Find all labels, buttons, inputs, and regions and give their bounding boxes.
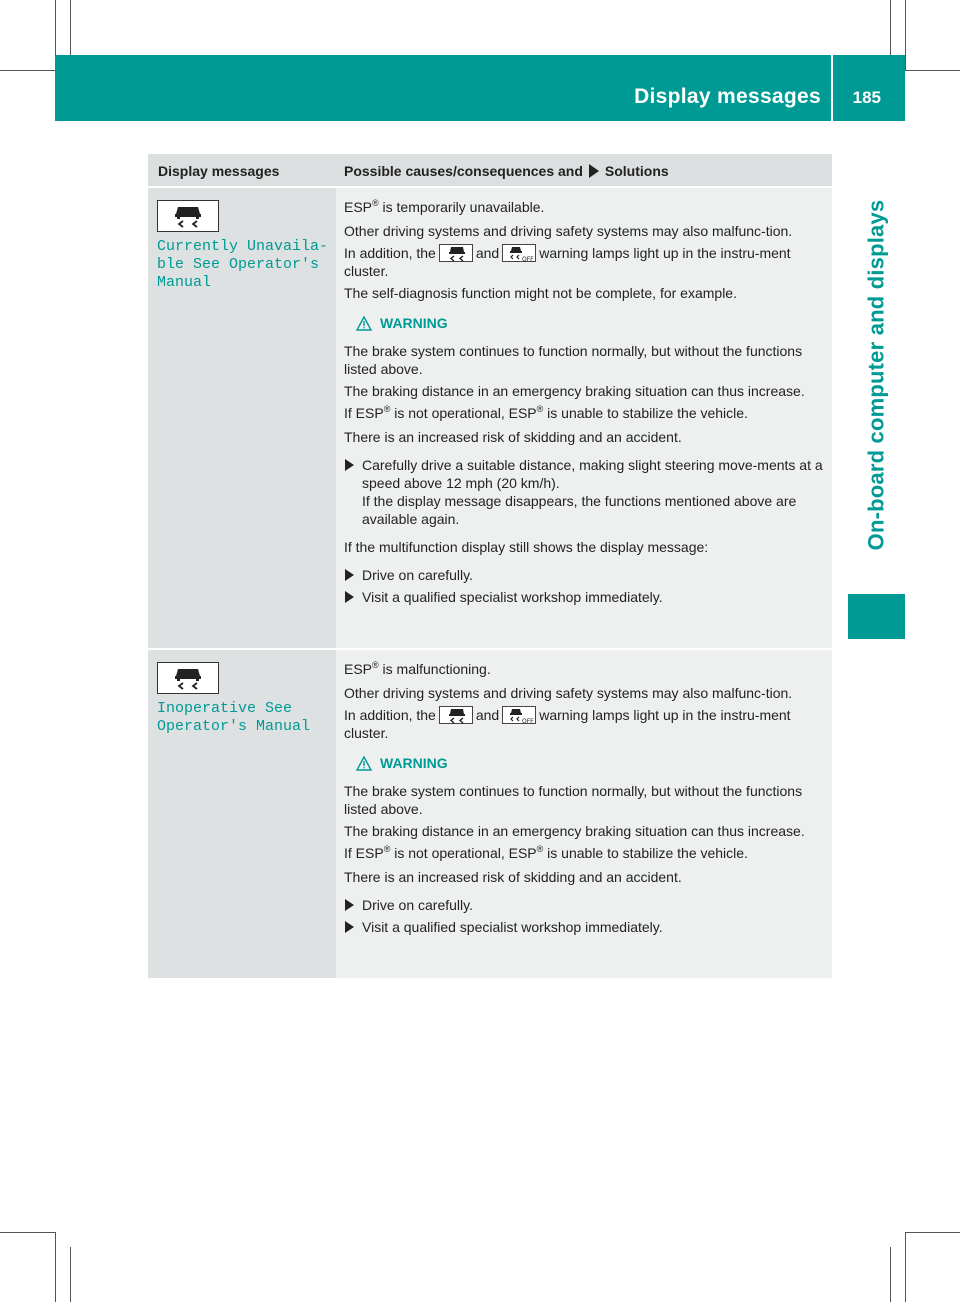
crop-mark <box>55 1232 56 1302</box>
warning-heading <box>356 314 824 332</box>
table-header-row <box>148 154 832 186</box>
warning-text: is unable to stabilize the vehicle. <box>547 845 748 861</box>
warning-triangle-icon <box>356 316 372 331</box>
cause-text: is temporarily unavailable. <box>382 199 545 215</box>
message-cell <box>148 650 336 978</box>
cause-text: is malfunctioning. <box>382 661 491 677</box>
warning-paragraph: The braking distance in an emergency braking situation can thus increase. <box>344 823 805 839</box>
warning-paragraph: There is an increased risk of skidding and an accident. <box>344 869 682 885</box>
side-section-title <box>848 160 905 590</box>
solution-text: Drive on carefully. <box>362 897 474 913</box>
cause-paragraph: Other driving systems and driving safety systems may also malfunc-tion. <box>344 223 793 239</box>
solution-text: Drive on carefully. <box>362 567 474 583</box>
registered-mark: ® <box>372 660 379 670</box>
warning-paragraph: The brake system continues to function normally, but without the functions listed above. <box>344 343 803 377</box>
page-number: 185 <box>852 88 881 107</box>
warning-text: is unable to stabilize the vehicle. <box>547 405 748 421</box>
registered-mark: ® <box>536 844 544 854</box>
display-message-text: ble See Operator's <box>157 256 320 273</box>
solution-result: If the display message disappears, the functions mentioned above are available again. <box>362 493 797 527</box>
cause-text: warning lamps light up in the instru-ment cluster. <box>344 707 791 741</box>
crop-mark <box>890 0 891 55</box>
cause-paragraph: The self-diagnosis function might not be complete, for example. <box>344 285 737 301</box>
cause-paragraph <box>344 660 824 680</box>
cause-paragraph <box>344 198 824 218</box>
solution-step <box>344 566 824 584</box>
causes-cell <box>336 188 832 648</box>
solution-step <box>344 918 824 936</box>
solution-step <box>344 896 824 914</box>
svg-text:OFF: OFF <box>522 718 534 725</box>
cause-text: warning lamps light up in the instru-ment cluster. <box>344 245 791 279</box>
step-arrow-icon <box>589 164 599 178</box>
warning-triangle-icon <box>356 756 372 771</box>
warning-paragraph <box>344 844 824 864</box>
warning-paragraph <box>344 404 824 424</box>
crop-mark <box>905 70 960 71</box>
cause-text: and <box>475 707 500 723</box>
solution-step <box>344 456 824 528</box>
cause-text: In addition, the <box>344 707 436 723</box>
warning-label: WARNING <box>380 315 448 331</box>
display-message-text: Inoperative See <box>157 700 293 717</box>
step-arrow-icon <box>345 921 354 933</box>
crop-mark <box>905 1232 906 1302</box>
table-row <box>148 648 832 978</box>
solution-text: Carefully drive a suitable distance, making slight steering move-ments at a speed above 12 mph (20 km/h). <box>362 457 823 491</box>
table-row <box>148 186 832 648</box>
header-divider <box>831 55 833 121</box>
cause-paragraph <box>344 706 824 742</box>
solution-step <box>344 588 824 606</box>
side-section-label: On-board computer and displays <box>863 199 889 551</box>
warning-text: is not operational, ESP <box>394 845 537 861</box>
header-title: Display messages <box>634 85 821 108</box>
cause-paragraph: If the multifunction display still shows the display message: <box>344 539 709 555</box>
registered-mark: ® <box>372 198 379 208</box>
step-arrow-icon <box>345 459 354 471</box>
page-header <box>55 55 905 121</box>
car-skid-icon <box>439 244 473 262</box>
step-arrow-icon <box>345 899 354 911</box>
esp-text: ESP <box>344 199 373 215</box>
cause-paragraph: Other driving systems and driving safety systems may also malfunc-tion. <box>344 685 793 701</box>
esp-text: ESP <box>344 661 373 677</box>
warning-text: If ESP <box>344 405 384 421</box>
step-arrow-icon <box>345 569 354 581</box>
cause-text: In addition, the <box>344 245 436 261</box>
side-thumb-tab <box>848 594 905 639</box>
crop-mark <box>905 1232 960 1233</box>
esp-off-icon <box>502 706 536 724</box>
warning-paragraph: There is an increased risk of skidding and an accident. <box>344 429 682 445</box>
warning-text: If ESP <box>344 845 384 861</box>
svg-text:OFF: OFF <box>522 256 534 263</box>
car-skid-icon <box>439 706 473 724</box>
display-message-text: Currently Unavaila‐ <box>157 238 329 255</box>
table-header-causes-label: Possible causes/consequences and <box>344 163 583 179</box>
esp-off-icon <box>502 244 536 262</box>
crop-mark <box>70 1247 71 1302</box>
solution-text: Visit a qualified specialist workshop immediately. <box>362 589 663 605</box>
crop-mark <box>0 1232 55 1233</box>
car-skid-icon <box>157 662 219 694</box>
causes-cell <box>336 650 832 978</box>
warning-heading <box>356 754 824 772</box>
step-arrow-icon <box>345 591 354 603</box>
car-skid-icon <box>157 200 219 232</box>
table-header-causes <box>336 154 832 186</box>
cause-paragraph <box>344 244 824 280</box>
crop-mark <box>905 0 906 70</box>
warning-paragraph: The braking distance in an emergency braking situation can thus increase. <box>344 383 805 399</box>
table-header-solutions-label: Solutions <box>604 163 669 179</box>
warning-paragraph: The brake system continues to function normally, but without the functions listed above. <box>344 783 803 817</box>
crop-mark <box>890 1247 891 1302</box>
registered-mark: ® <box>536 404 544 414</box>
display-messages-table <box>148 154 832 978</box>
table-header-display-messages: Display messages <box>158 163 280 179</box>
crop-mark <box>0 70 55 71</box>
crop-mark <box>70 0 71 55</box>
registered-mark: ® <box>383 404 391 414</box>
display-message-text: Operator's Manual <box>157 718 311 735</box>
cause-text: and <box>475 245 500 261</box>
registered-mark: ® <box>383 844 391 854</box>
solution-text: Visit a qualified specialist workshop immediately. <box>362 919 663 935</box>
warning-label: WARNING <box>380 755 448 771</box>
display-message-text: Manual <box>157 274 212 291</box>
warning-text: is not operational, ESP <box>394 405 537 421</box>
message-cell <box>148 188 336 648</box>
